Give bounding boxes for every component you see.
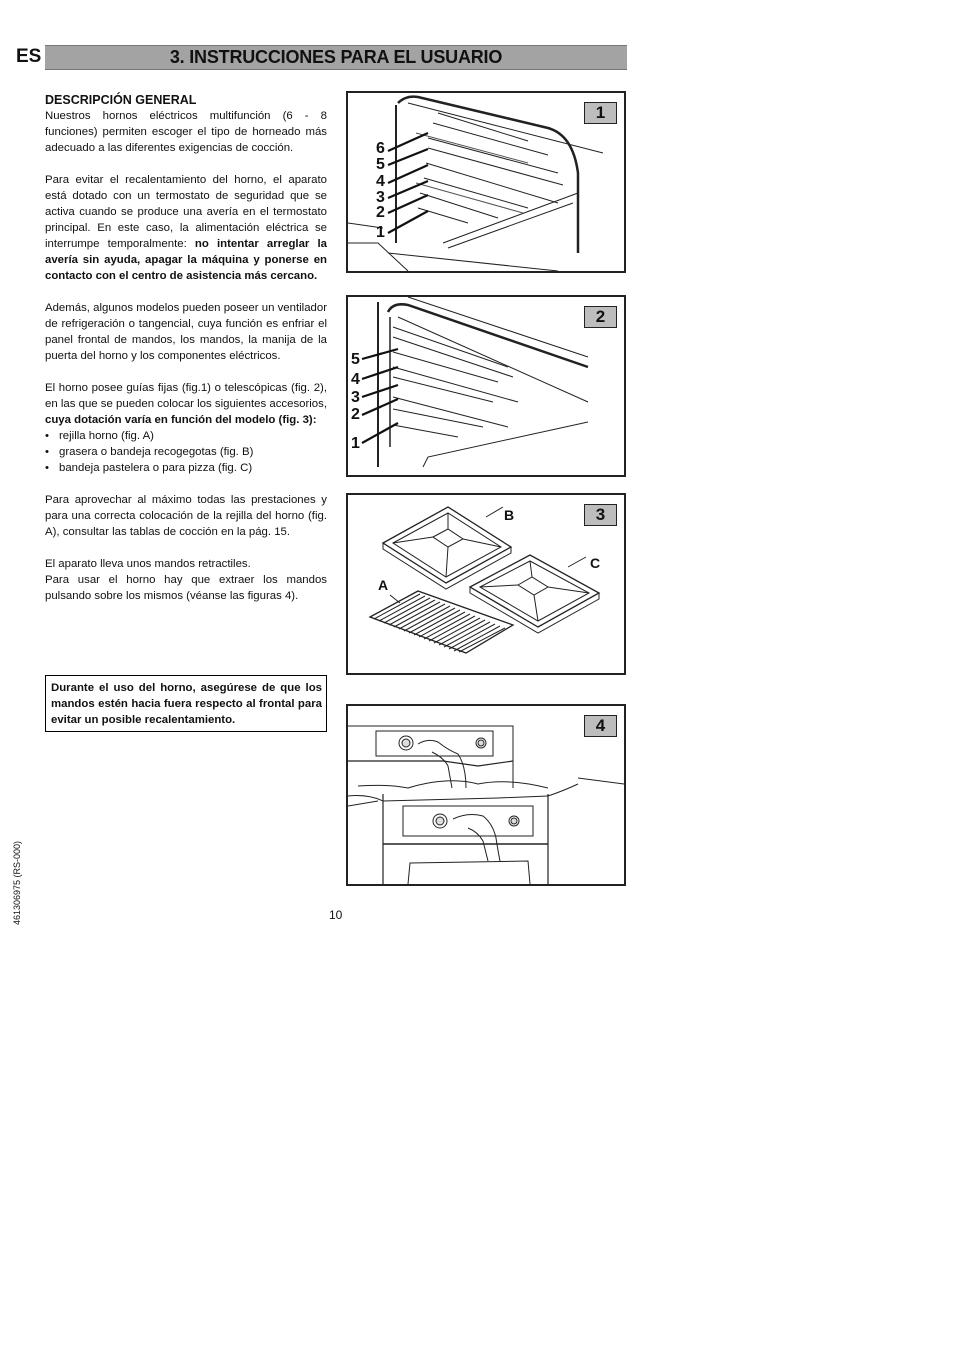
paragraph-intro: Nuestros hornos eléctricos multifunción (6 - 8 funciones) permiten escoger el tipo de horneado más adecuado a las diferentes exigencias de cocción. xyxy=(45,110,327,154)
oven-fixed-guides-drawing xyxy=(348,93,624,271)
section-title: 3. INSTRUCCIONES PARA EL USUARIO xyxy=(169,47,503,67)
level-label: 2 xyxy=(351,406,360,423)
page-number: 10 xyxy=(329,908,343,922)
paragraph-knobs-1: El aparato lleva unos mandos retractiles. xyxy=(45,558,251,570)
accessories-list xyxy=(45,428,327,476)
oven-telescopic-guides-drawing xyxy=(348,297,624,475)
list-item: • grasera o bandeja recogegotas (fig. B) xyxy=(45,444,327,460)
paragraph-fan: Además, algunos modelos pueden poseer un ventilador de refrigeración o tangencial, cuya función es enfriar el panel frontal de mandos, los mandos, la manija de la puerta del horno y los componentes eléctricos. xyxy=(45,302,327,362)
level-label: 3 xyxy=(351,389,360,406)
paragraph-guides xyxy=(45,380,327,428)
figure-number: 3 xyxy=(584,504,617,526)
figure-number: 2 xyxy=(584,306,617,328)
paragraph-safety xyxy=(45,172,327,284)
figure-2-telescopic-guides xyxy=(346,295,626,477)
accessories-drawing xyxy=(348,495,624,673)
figure-number: 4 xyxy=(584,715,617,737)
subsection-heading: DESCRIPCIÓN GENERAL xyxy=(45,93,197,107)
guides-text: El horno posee guías fijas (fig.1) o telescópicas (fig. 2), en las que se pueden colocar los siguientes accesorios, xyxy=(45,382,327,410)
figure-1-fixed-guides xyxy=(346,91,626,273)
guides-emphasis: cuya dotación varía en función del modelo (fig. 3): xyxy=(45,414,317,426)
figure-number: 1 xyxy=(584,102,617,124)
level-label: 6 xyxy=(376,140,385,157)
knob-panels-drawing xyxy=(348,706,624,884)
document-id: 461306975 (RS-000) xyxy=(12,840,22,925)
level-label: 3 xyxy=(376,189,385,206)
text-column xyxy=(45,92,327,604)
language-code: ES xyxy=(16,46,42,67)
level-label: 5 xyxy=(376,156,385,173)
list-item: • rejilla horno (fig. A) xyxy=(45,428,327,444)
warning-box: Durante el uso del horno, asegúrese de que los mandos estén hacia fuera respecto al frontal para evitar un posible recalentamiento. xyxy=(45,675,327,732)
accessory-label-a: A xyxy=(378,577,389,593)
section-header-bar xyxy=(45,45,627,70)
figure-4-retractable-knobs xyxy=(346,704,626,886)
level-label: 1 xyxy=(376,224,385,241)
level-label: 1 xyxy=(351,435,360,452)
paragraph-knobs-2: Para usar el horno hay que extraer los mandos pulsando sobre los mismos (véanse las figuras 4). xyxy=(45,574,327,602)
safety-text: Para evitar el recalentamiento del horno, el aparato está dotado con un termostato de seguridad que se activa cuando se produce una avería en el termostato principal. En este caso, la alimentación eléctrica se interrumpe temporalmente: xyxy=(45,174,327,250)
accessory-label-b: B xyxy=(504,507,515,523)
paragraph-performance: Para aprovechar al máximo todas las prestaciones y para una correcta colocación de la rejilla del horno (fig. A), consultar las tablas de cocción en la pág. 15. xyxy=(45,494,327,538)
level-label: 4 xyxy=(351,371,360,388)
level-label: 5 xyxy=(351,351,360,368)
figure-3-accessories xyxy=(346,493,626,675)
list-item: • bandeja pastelera o para pizza (fig. C) xyxy=(45,460,327,476)
level-label: 2 xyxy=(376,204,385,221)
accessory-label-c: C xyxy=(590,555,601,571)
level-label: 4 xyxy=(376,173,385,190)
safety-emphasis: no intentar arreglar la avería sin ayuda, apagar la máquina y ponerse en contacto con el centro de asistencia más cercano. xyxy=(45,238,327,282)
